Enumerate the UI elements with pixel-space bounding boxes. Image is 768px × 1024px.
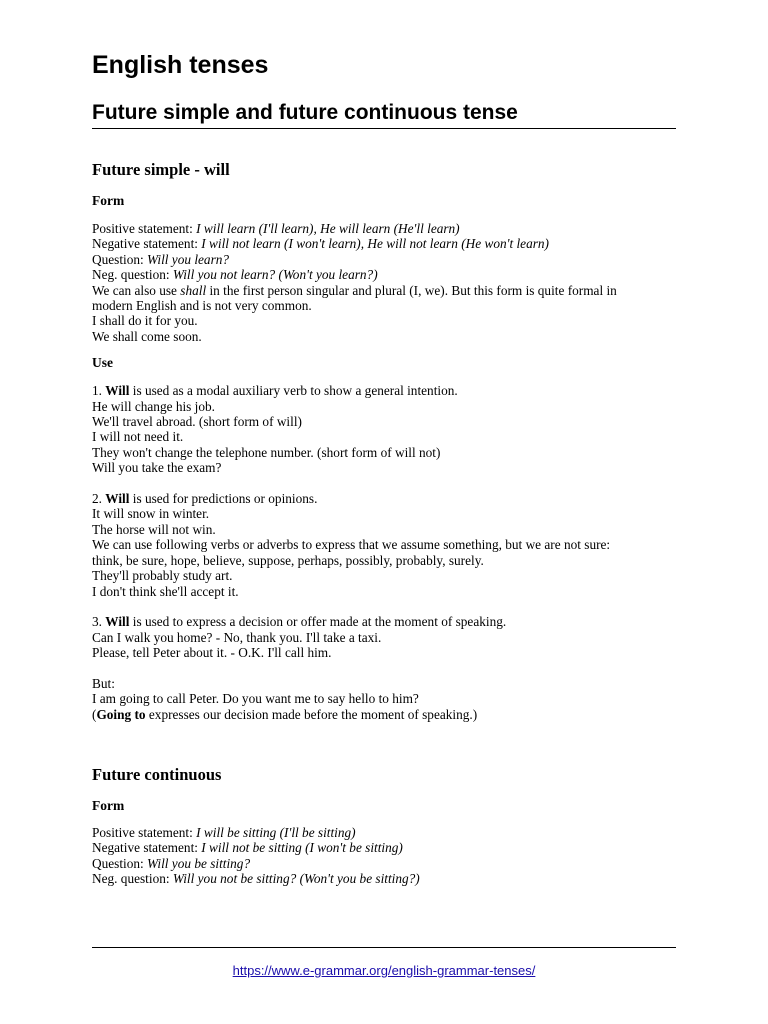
use-2-example: I don't think she'll accept it. — [92, 583, 239, 599]
positive-statement-label: Positive statement: — [92, 221, 197, 236]
fc-negative-line — [92, 840, 676, 855]
fc-negative-label: Negative statement: — [92, 840, 202, 856]
fc-neg-question-example: Will you not be sitting? (Won't you be sitting?) — [172, 871, 420, 887]
shall-note-pre: We can also use — [92, 282, 181, 298]
fc-positive-example: I will be sitting (I'll be sitting) — [196, 825, 356, 840]
use-2-example: It will snow in winter. — [92, 506, 210, 522]
fc-question-label: Question: — [92, 855, 148, 871]
fc-positive-label: Positive statement: — [92, 825, 197, 840]
use-3-line — [92, 614, 676, 629]
fc-question-line — [92, 856, 676, 871]
shall-example-2: We shall come soon. — [92, 328, 202, 344]
future-continuous-section — [92, 765, 676, 887]
future-continuous-form-heading: Form — [92, 798, 125, 813]
going-to-keyword: Going to — [96, 706, 146, 722]
document-title: English tenses — [92, 51, 269, 79]
negative-statement-example: I will not learn (I won't learn), He will not learn (He won't learn) — [201, 236, 549, 252]
negative-statement-label: Negative statement: — [92, 236, 202, 252]
fc-neg-question-line — [92, 871, 676, 886]
use-1-example: Will you take the exam? — [92, 460, 222, 476]
use-2-example: think, be sure, hope, believe, suppose, perhaps, possibly, probably, surely. — [92, 552, 484, 568]
footer-divider — [92, 947, 676, 948]
use-3-number: 3. — [92, 614, 106, 630]
but-label: But: — [92, 675, 115, 691]
use-1-example: They won't change the telephone number. (short form of will not) — [92, 444, 441, 460]
question-label: Question: — [92, 251, 148, 267]
shall-note-line — [92, 283, 676, 298]
shall-note-line-2: modern English and is not very common. — [92, 298, 312, 314]
negative-statement-line — [92, 236, 676, 251]
use-2-description: is used for predictions or opinions. — [129, 491, 318, 507]
use-2-line — [92, 491, 676, 506]
future-simple-heading: Future simple - will — [92, 160, 230, 179]
question-example: Will you learn? — [147, 251, 230, 267]
use-2-keyword: Will — [105, 491, 130, 507]
document-subtitle: Future simple and future continuous tense — [92, 100, 676, 129]
use-3-example: Please, tell Peter about it. - O.K. I'll call him. — [92, 645, 332, 661]
footer-url-link[interactable]: https://www.e-grammar.org/english-grammar-tenses/ — [232, 963, 536, 978]
going-to-note — [92, 707, 676, 722]
positive-statement-example: I will learn (I'll learn), He will learn (He'll learn) — [196, 221, 460, 236]
fc-negative-example: I will not be sitting (I won't be sitting) — [201, 840, 403, 856]
shall-word: shall — [180, 282, 207, 298]
neg-question-line — [92, 267, 676, 282]
use-1-line — [92, 383, 676, 398]
future-simple-section — [92, 160, 676, 722]
but-example: I am going to call Peter. Do you want me to say hello to him? — [92, 691, 419, 707]
fc-neg-question-label: Neg. question: — [92, 871, 173, 887]
use-1-example: I will not need it. — [92, 429, 184, 445]
use-2-example: We can use following verbs or adverbs to express that we assume something, but we are not sure: — [92, 537, 611, 553]
fc-positive-line — [92, 825, 676, 840]
future-simple-form-heading: Form — [92, 193, 125, 208]
going-to-paren: ( — [92, 706, 97, 722]
use-1-number: 1. — [92, 383, 106, 399]
use-1-example: He will change his job. — [92, 398, 215, 414]
use-3-keyword: Will — [105, 614, 130, 630]
use-3-example: Can I walk you home? - No, thank you. I'll take a taxi. — [92, 629, 382, 645]
shall-example-1: I shall do it for you. — [92, 313, 198, 329]
neg-question-example: Will you not learn? (Won't you learn?) — [172, 267, 378, 283]
use-1-keyword: Will — [105, 383, 130, 399]
positive-statement-line — [92, 221, 676, 236]
question-line — [92, 252, 676, 267]
shall-note-post: in the first person singular and plural (I, we). But this form is quite formal in — [206, 282, 617, 298]
use-1-description: is used as a modal auxiliary verb to show a general intention. — [129, 383, 458, 399]
use-2-example: They'll probably study art. — [92, 568, 233, 584]
future-simple-use-heading: Use — [92, 355, 113, 371]
future-continuous-heading: Future continuous — [92, 765, 222, 784]
use-1-example: We'll travel abroad. (short form of will) — [92, 414, 302, 430]
use-3-description: is used to express a decision or offer made at the moment of speaking. — [129, 614, 507, 630]
use-2-example: The horse will not win. — [92, 521, 216, 537]
neg-question-label: Neg. question: — [92, 267, 173, 283]
fc-question-example: Will you be sitting? — [147, 855, 251, 871]
going-to-description: expresses our decision made before the moment of speaking.) — [145, 706, 478, 722]
use-2-number: 2. — [92, 491, 106, 507]
